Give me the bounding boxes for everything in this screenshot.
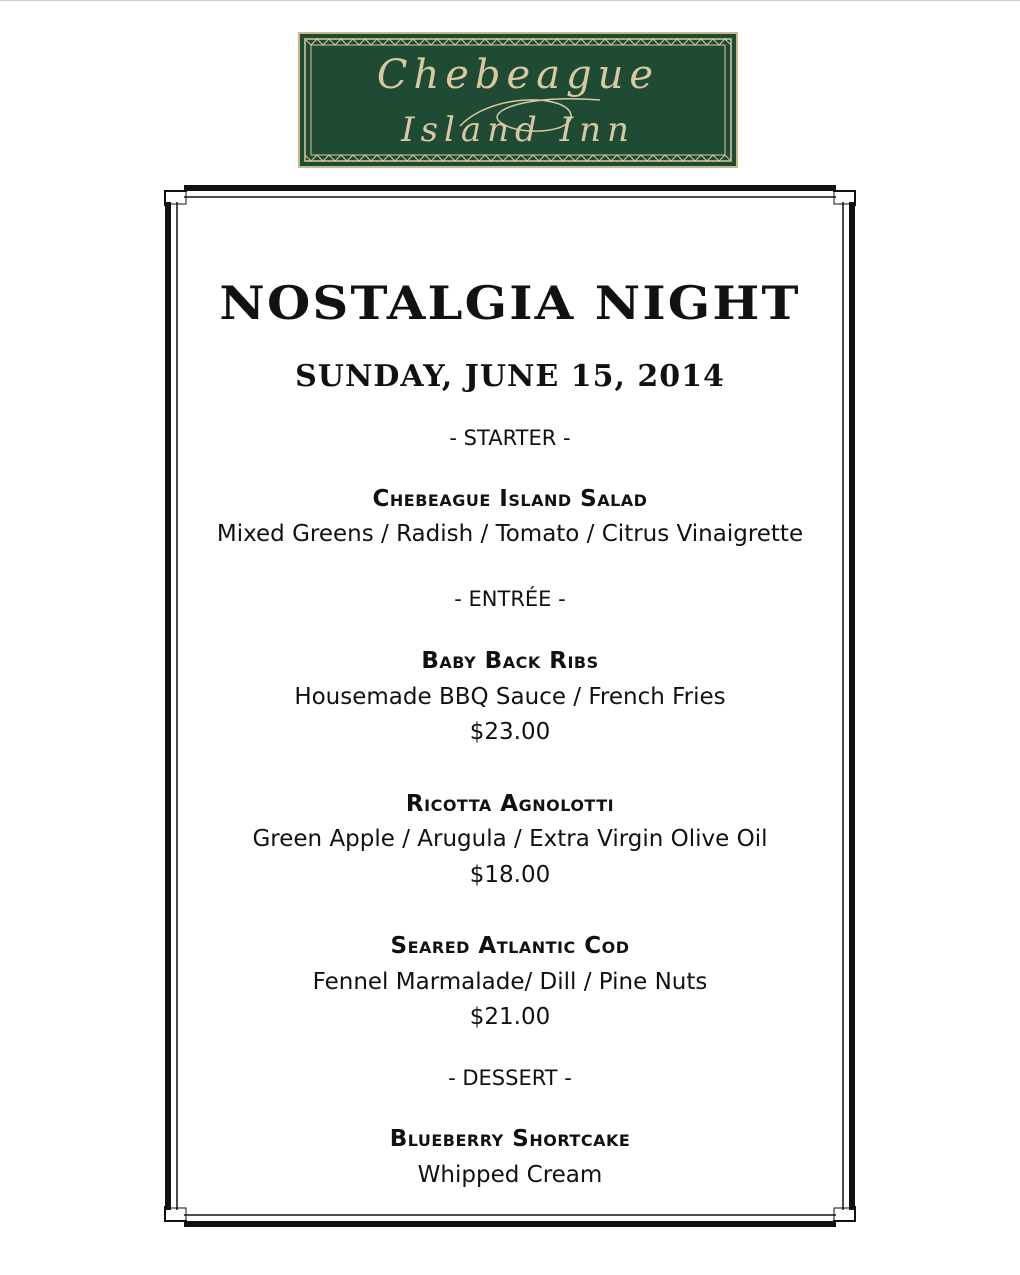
dish-name: Blueberry Shortcake bbox=[389, 1126, 631, 1152]
dish-description: Mixed Greens / Radish / Tomato / Citrus Vinaigrette bbox=[216, 521, 804, 547]
logo-line-1: Chebeague bbox=[376, 52, 660, 98]
menu-title: NOSTALGIA NIGHT bbox=[219, 276, 801, 330]
section-heading-starter: - STARTER - bbox=[449, 426, 571, 450]
dish-name: Chebeague Island Salad bbox=[372, 486, 648, 512]
dish-name: Seared Atlantic Cod bbox=[390, 933, 630, 959]
section-heading-entree: - ENTRÉE - bbox=[454, 587, 566, 611]
dish-price: $21.00 bbox=[469, 1004, 551, 1030]
inn-logo bbox=[298, 32, 738, 168]
dish-price: $18.00 bbox=[469, 862, 551, 888]
dish-description: Housemade BBQ Sauce / French Fries bbox=[294, 684, 726, 710]
dish-name: Baby Back Ribs bbox=[421, 648, 599, 674]
dish-description: Fennel Marmalade/ Dill / Pine Nuts bbox=[312, 969, 708, 995]
top-rule bbox=[0, 0, 1020, 1]
dish-description: Whipped Cream bbox=[417, 1162, 603, 1188]
dish-description: Green Apple / Arugula / Extra Virgin Olive Oil bbox=[252, 826, 768, 852]
section-heading-dessert: - DESSERT - bbox=[448, 1066, 572, 1090]
dish-price: $23.00 bbox=[469, 719, 551, 745]
logo-line-2: Island Inn bbox=[401, 110, 635, 150]
menu-date: SUNDAY, JUNE 15, 2014 bbox=[295, 359, 725, 394]
dish-name: Ricotta Agnolotti bbox=[405, 791, 615, 817]
